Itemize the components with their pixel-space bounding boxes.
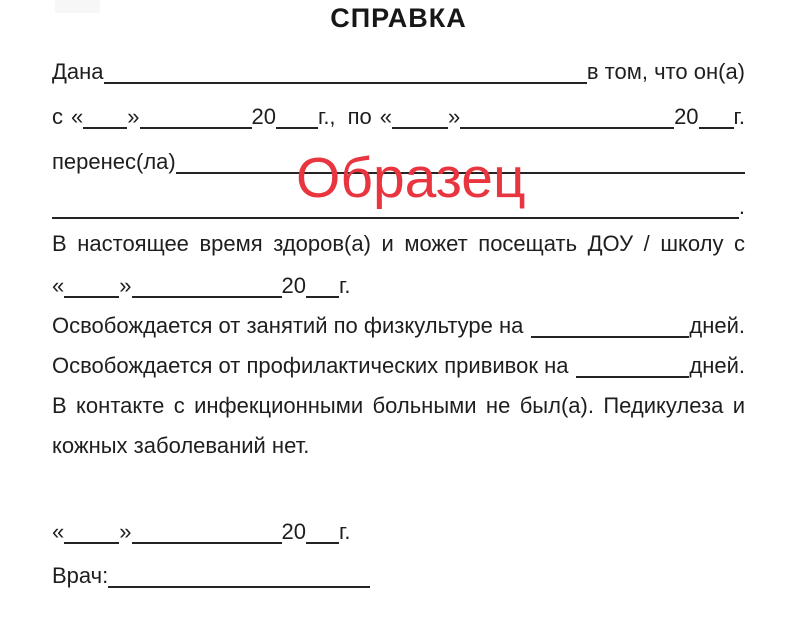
close-quote: » [127, 104, 140, 129]
vaccination-exemption-days-field [576, 353, 689, 378]
issue-year-prefix: 20 [281, 519, 306, 544]
contact-statement-continuation-row [52, 433, 745, 459]
open-quote: « [52, 519, 65, 544]
illness-period-row [52, 104, 745, 130]
doctor-signature-row [52, 563, 745, 589]
attendance-year-prefix: 20 [281, 273, 306, 298]
pe-exemption-days-field [531, 313, 689, 338]
doctor-label: Врач: [52, 563, 109, 588]
to-day-field [392, 104, 448, 129]
to-month-field [460, 104, 674, 129]
from-month-field [140, 104, 252, 129]
pe-exemption-row [52, 313, 745, 339]
vaccination-exemption-suffix: дней. [689, 353, 745, 378]
open-quote: « [52, 273, 65, 298]
to-year-field [699, 104, 734, 129]
sentence-period: . [738, 194, 745, 219]
pe-exemption-suffix: дней. [689, 313, 745, 338]
doctor-signature-field [108, 563, 370, 588]
to-year-prefix: 20 [674, 104, 699, 129]
issue-month-field [132, 519, 282, 544]
pe-exemption-label: Освобождается от занятий по физкультуре на [52, 313, 524, 338]
open-quote: « [379, 104, 392, 129]
issue-year-field [306, 519, 339, 544]
from-label: с [52, 104, 63, 129]
issue-date-row [52, 519, 745, 545]
attendance-day-field [64, 273, 119, 298]
healthy-statement-row: В настоящее время здоров(а) и может посещать ДОУ / школу с [52, 231, 745, 256]
close-quote: » [119, 519, 132, 544]
contact-statement-continuation: кожных заболеваний нет. [52, 433, 310, 458]
open-quote: « [71, 104, 84, 129]
attendance-month-field [132, 273, 282, 298]
attendance-year-field [306, 273, 339, 298]
certificate-title: СПРАВКА [330, 3, 467, 33]
close-quote: » [119, 273, 132, 298]
attendance-year-suffix: г. [338, 273, 351, 298]
vaccination-exemption-row [52, 353, 745, 379]
diagnosis-label: перенес(ла) [52, 149, 176, 174]
from-year-suffix: г., [317, 104, 336, 129]
issue-day-field [64, 519, 119, 544]
close-quote: » [447, 104, 461, 129]
issued-to-label: Дана [52, 59, 104, 84]
to-label: по [347, 104, 372, 129]
recipient-name-field [104, 59, 587, 84]
vaccination-exemption-label: Освобождается от профилактических прививок на [52, 353, 569, 378]
scan-artifact [55, 0, 100, 13]
issue-year-suffix: г. [338, 519, 351, 544]
from-year-prefix: 20 [251, 104, 276, 129]
watermark: Образец [296, 146, 526, 210]
to-year-suffix: г. [733, 104, 745, 129]
issued-to-row [52, 59, 745, 85]
attendance-date-row [52, 273, 745, 299]
contact-statement-row: В контакте с инфекционными больными не был(а). Педикулеза и [52, 393, 745, 418]
issued-to-suffix: в том, что он(а) [586, 59, 745, 84]
from-year-field [276, 104, 318, 129]
from-day-field [83, 104, 127, 129]
